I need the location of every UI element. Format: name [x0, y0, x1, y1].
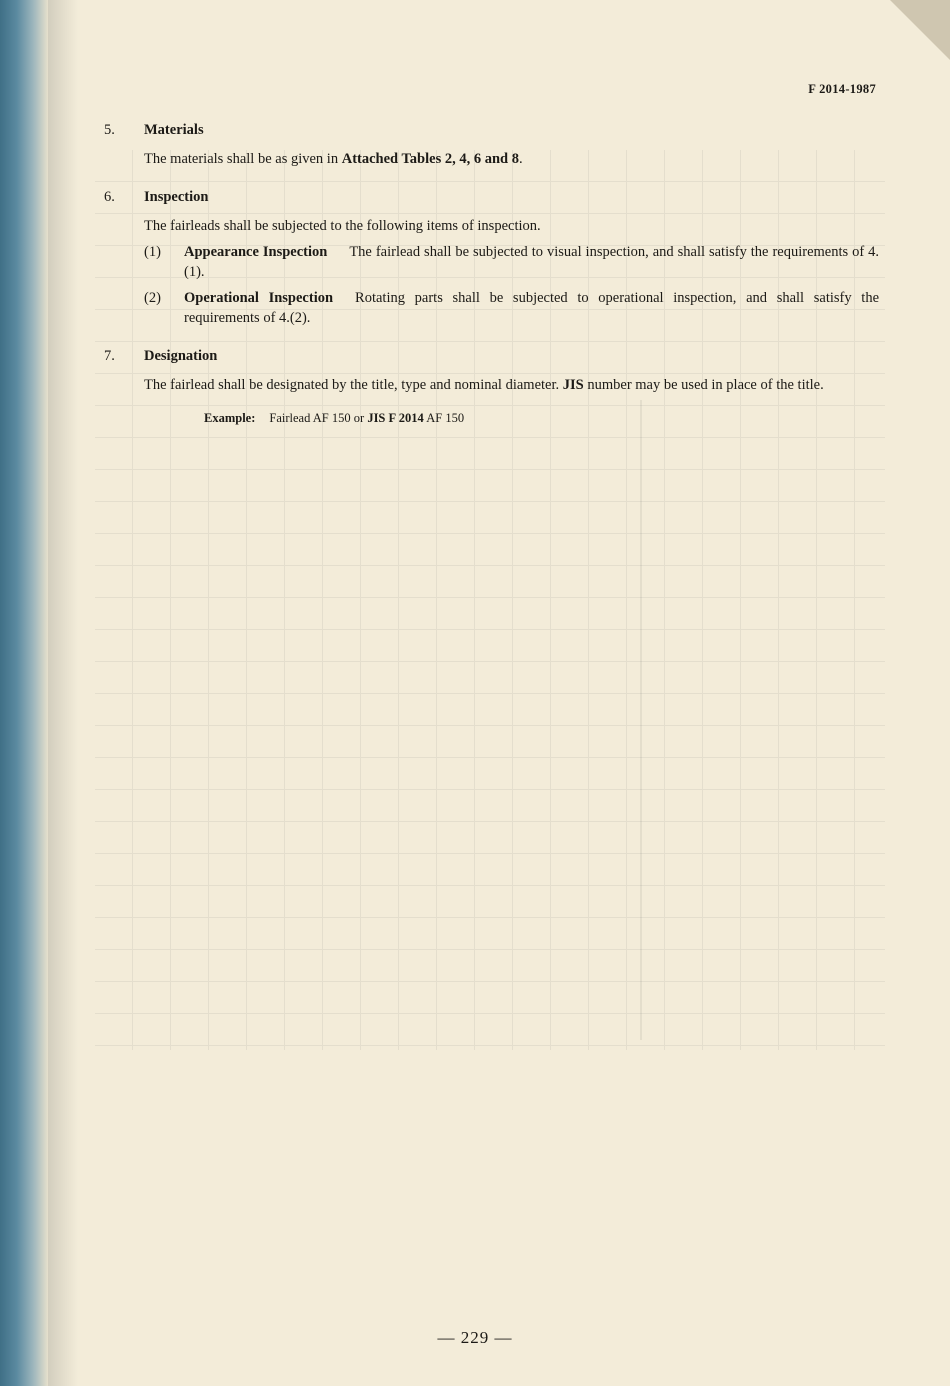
- example-text: Fairlead AF 150 or: [269, 411, 368, 425]
- example-label: Example:: [204, 411, 256, 425]
- item-heading: Appearance Inspection: [184, 244, 328, 260]
- section-heading: [104, 346, 879, 366]
- page-number: — 229 —: [437, 1328, 513, 1347]
- document-number: F 2014-1987: [808, 82, 876, 96]
- page-corner-fold: [890, 0, 950, 60]
- example-jis-number: JIS F 2014: [367, 411, 424, 425]
- attached-tables-reference: Attached Tables 2, 4, 6 and 8: [341, 151, 519, 167]
- text-run: .: [518, 151, 523, 167]
- item-number: (2): [144, 290, 161, 306]
- item-body: [184, 242, 879, 282]
- item-text: The fairlead shall be subjected to visual inspection, and shall satisfy the requirements of 4.(1).: [184, 244, 879, 280]
- inspection-item: [144, 242, 879, 282]
- section-text: [144, 149, 879, 169]
- gutter-shade: [48, 0, 78, 1386]
- item-body: [184, 288, 879, 328]
- section-intro: The fairleads shall be subjected to the following items of inspection.: [144, 218, 541, 234]
- section-heading: [104, 187, 879, 207]
- book-spine-shadow: [0, 0, 48, 1386]
- section-designation: [104, 346, 879, 428]
- item-heading: Operational Inspection: [184, 290, 334, 306]
- section-number: 7.: [104, 348, 115, 364]
- section-text: [104, 375, 879, 395]
- section-number: 6.: [104, 189, 115, 205]
- text-run: The materials shall be as given in: [144, 151, 342, 167]
- section-inspection: [104, 187, 879, 328]
- inspection-item: [144, 288, 879, 328]
- text-run: number may be used in place of the title.: [583, 377, 824, 393]
- page-content: [104, 120, 879, 428]
- item-number: (1): [144, 244, 161, 260]
- example-text: AF 150: [423, 411, 465, 425]
- section-heading: [104, 120, 879, 140]
- item-text: Rotating parts shall be subjected to operational inspection, and shall satisfy the requirements of 4.(2).: [184, 290, 879, 326]
- section-materials: [104, 120, 879, 169]
- section-title: Inspection: [144, 189, 209, 205]
- section-title: Designation: [144, 348, 218, 364]
- text-run: The fairlead shall be designated by the title, type and nominal diameter.: [144, 377, 563, 393]
- section-number: 5.: [104, 122, 115, 138]
- designation-example: [204, 408, 879, 428]
- section-title: Materials: [144, 122, 204, 138]
- jis-term: JIS: [562, 377, 584, 393]
- bleed-through-diagram: [640, 400, 882, 1040]
